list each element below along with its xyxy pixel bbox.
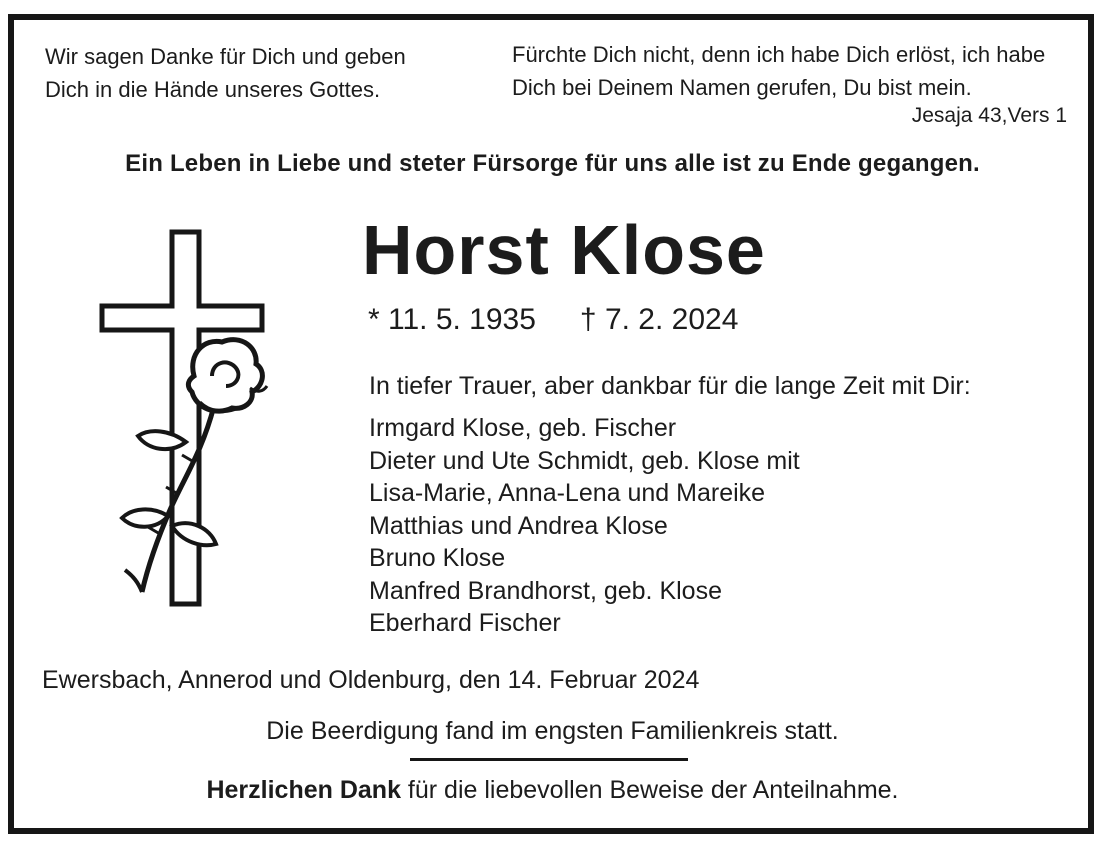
- mourner-line: Manfred Brandhorst, geb. Klose: [369, 576, 722, 605]
- mourning-intro: In tiefer Trauer, aber dankbar für die lange Zeit mit Dir:: [369, 372, 971, 400]
- scripture-quote: [512, 38, 1045, 104]
- cross-rose-icon: [98, 226, 270, 610]
- acknowledgement-text: für die liebevollen Beweise der Anteilnahme.: [400, 776, 899, 804]
- deceased-name: Horst Klose: [362, 211, 766, 289]
- place-and-date: Ewersbach, Annerod und Oldenburg, den 14. Februar 2024: [42, 666, 700, 694]
- scripture-quote-line: Dich bei Deinem Namen gerufen, Du bist mein.: [512, 75, 972, 100]
- mourner-line: Lisa-Marie, Anna-Lena und Mareike: [369, 479, 766, 507]
- headline: Ein Leben in Liebe und steter Fürsorge für uns alle ist zu Ende gegangen.: [125, 150, 980, 177]
- opening-quote-line: Wir sagen Danke für Dich und geben: [45, 44, 406, 69]
- birth-date: * 11. 5. 1935: [368, 303, 536, 336]
- opening-quote-line: Dich in die Hände unseres Gottes.: [45, 77, 381, 102]
- mourner-line: Irmgard Klose, geb. Fischer: [369, 414, 677, 442]
- mourner-line: Eberhard Fischer: [369, 609, 561, 637]
- acknowledgement: [0, 776, 1105, 805]
- scripture-quote-line: Fürchte Dich nicht, denn ich habe Dich erlöst, ich habe: [512, 42, 1046, 67]
- scripture-attribution: Jesaja 43,Vers 1: [911, 104, 1067, 127]
- mourners-list: [369, 412, 800, 640]
- acknowledgement-emphasis: Herzlichen Dank: [206, 776, 401, 804]
- mourner-line: Bruno Klose: [369, 544, 506, 572]
- funeral-note: Die Beerdigung fand im engsten Familienkreis statt.: [266, 717, 839, 745]
- life-dates: [368, 303, 738, 337]
- mourner-line: Matthias und Andrea Klose: [369, 511, 668, 540]
- opening-quote: [45, 40, 406, 106]
- mourner-line: Dieter und Ute Schmidt, geb. Klose mit: [369, 446, 800, 475]
- divider-rule: [410, 758, 688, 761]
- death-date: † 7. 2. 2024: [579, 303, 739, 336]
